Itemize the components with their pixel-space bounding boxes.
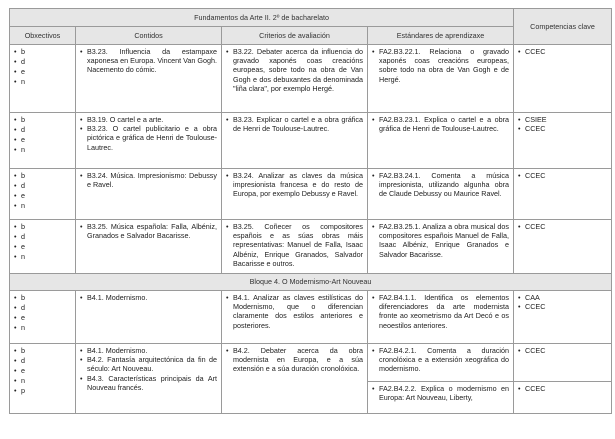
competence-item: • CCEC (518, 171, 607, 180)
header-contents: Contidos (76, 27, 222, 45)
contents-cell (76, 220, 222, 274)
objectives-cell (10, 169, 76, 220)
header-criteria: Criterios de avaliación (222, 27, 368, 45)
objective-item: • e (14, 67, 71, 77)
criteria-cell (222, 45, 368, 113)
criterion-item: • B3.23. Explicar o cartel e a obra gráfica de Henri de Toulouse-Lautrec. (226, 115, 363, 133)
standard-item: • FA2.B4.1.1. Identifica os elementos diferenciadores da arte modernista fronte ao xeometrismo da Art Decó e os neoestilos anteriores. (372, 293, 509, 330)
criteria-cell (222, 291, 368, 344)
content-item: • B3.19. O cartel e a arte. (80, 115, 217, 124)
criterion-item: • B3.22. Debater acerca da influencia do gravado xaponés coas creacións europeas, sobre todo na obra de Van Gogh e dos debuxantes da denominada "liña clara", por exemplo Hergé. (226, 47, 363, 93)
objective-item: • n (14, 145, 71, 155)
content-item: • B4.2. Fantasía arquitectónica da fin de século: Art Nouveau. (80, 355, 217, 373)
objective-item: • e (14, 366, 71, 376)
objective-item: • d (14, 303, 71, 313)
table-title: Fundamentos da Arte II. 2º de bacharelato (10, 9, 514, 27)
objective-item: • d (14, 232, 71, 242)
content-item: • B4.3. Características principais da Art Nouveau francés. (80, 374, 217, 392)
criterion-item: • B4.1. Analizar as claves estilísticas do Modernismo, que o diferencian claramente dos estilos anteriores e posteriores. (226, 293, 363, 330)
competence-item: • CSIEE (518, 115, 607, 124)
objective-item: • d (14, 57, 71, 67)
content-item: • B3.25. Música española: Falla, Albéniz, Granados e Salvador Bacarisse. (80, 222, 217, 240)
standards-cell (368, 113, 514, 169)
standards-cell (368, 45, 514, 113)
objective-item: • e (14, 135, 71, 145)
criteria-cell (222, 169, 368, 220)
competences-cell (514, 220, 612, 274)
content-item: • B3.24. Música. Impresionismo: Debussy e Ravel. (80, 171, 217, 189)
competences-cell (514, 291, 612, 344)
table-row (10, 220, 612, 274)
criteria-cell (222, 113, 368, 169)
criterion-item: • B4.2. Debater acerca da obra modernista en Europa, e a súa extensión e a súa duración cronolóxica. (226, 346, 363, 374)
content-item: • B4.1. Modernismo. (80, 293, 217, 302)
standard-item: • FA2.B4.2.1. Comenta a duración cronolóxica e a extensión xeográfica do modernismo. (372, 346, 509, 374)
standard-item: • FA2.B4.2.2. Explica o modernismo en Europa: Art Nouveau, Liberty, (372, 384, 509, 402)
competence-item: • CCEC (518, 346, 607, 355)
objective-item: • n (14, 323, 71, 333)
content-item: • B3.23. Influencia da estampaxe xaponesa en Europa. Vincent Van Gogh. Nacemento do cómic. (80, 47, 217, 75)
standards-cell (368, 344, 514, 382)
competences-cell (514, 344, 612, 382)
standard-item: • FA2.B3.24.1. Comenta a música impresionista, utilizando algunha obra de Claude Debussy ou Maurice Ravel. (372, 171, 509, 199)
criterion-item: • B3.24. Analizar as claves da música impresionista francesa e do resto de Europa, por exemplo Debussy e Ravel. (226, 171, 363, 199)
standards-cell (368, 291, 514, 344)
objectives-cell (10, 220, 76, 274)
competence-item: • CCEC (518, 124, 607, 133)
standard-item: • FA2.B3.23.1. Explica o cartel e a obra gráfica de Henri de Toulouse-Lautrec. (372, 115, 509, 133)
objective-item: • p (14, 386, 71, 396)
objective-item: • n (14, 252, 71, 262)
block-4-title: Bloque 4. O Modernismo-Art Nouveau (10, 274, 612, 291)
header-standards: Estándares de aprendizaxe (368, 27, 514, 45)
contents-cell (76, 45, 222, 113)
objectives-cell (10, 291, 76, 344)
objective-item: • b (14, 346, 71, 356)
competences-cell (514, 45, 612, 113)
competences-cell (514, 382, 612, 414)
curriculum-table (9, 8, 612, 414)
contents-cell (76, 113, 222, 169)
header-objectives: Obxectivos (10, 27, 76, 45)
criteria-cell (222, 220, 368, 274)
standard-item: • FA2.B3.22.1. Relaciona o gravado xaponés coas creacións europeas, sobre todo na obra de Van Gogh e de Hergé. (372, 47, 509, 84)
competences-cell (514, 169, 612, 220)
table-row (10, 113, 612, 169)
table-row (10, 344, 612, 382)
objectives-cell (10, 113, 76, 169)
objective-item: • d (14, 181, 71, 191)
objective-item: • d (14, 125, 71, 135)
competences-cell (514, 113, 612, 169)
competence-item: • CCEC (518, 384, 607, 393)
standards-cell (368, 220, 514, 274)
objective-item: • e (14, 313, 71, 323)
objective-item: • e (14, 242, 71, 252)
objectives-cell (10, 344, 76, 414)
contents-cell (76, 169, 222, 220)
objective-item: • b (14, 115, 71, 125)
table-row (10, 45, 612, 113)
table-row (10, 291, 612, 344)
content-item: • B3.23. O cartel publicitario e a obra pictórica e gráfica de Henri de Toulouse-Lautrec. (80, 124, 217, 152)
objective-item: • n (14, 77, 71, 87)
competence-item: • CCEC (518, 302, 607, 311)
competence-item: • CCEC (518, 47, 607, 56)
contents-cell (76, 344, 222, 414)
standards-cell (368, 382, 514, 414)
objective-item: • b (14, 222, 71, 232)
contents-cell (76, 291, 222, 344)
standards-cell (368, 169, 514, 220)
objective-item: • n (14, 376, 71, 386)
objective-item: • b (14, 293, 71, 303)
standard-item: • FA2.B3.25.1. Analiza a obra musical dos compositores españois Manuel de Falla, Isaac Albéniz, Enrique Granados e Salvador Bacarisse. (372, 222, 509, 259)
content-item: • B4.1. Modernismo. (80, 346, 217, 355)
objective-item: • b (14, 47, 71, 57)
competence-item: • CCEC (518, 222, 607, 231)
header-competences: Competencias clave (514, 9, 612, 45)
table-row (10, 169, 612, 220)
objective-item: • d (14, 356, 71, 366)
objective-item: • n (14, 201, 71, 211)
criteria-cell (222, 344, 368, 414)
objective-item: • b (14, 171, 71, 181)
objectives-cell (10, 45, 76, 113)
criterion-item: • B3.25. Coñecer os compositores españois e as súas obras máis representativas: Manuel de Falla, Isaac Albéniz, Enrique Granados, Salvador Bacarisse e outros. (226, 222, 363, 268)
competence-item: • CAA (518, 293, 607, 302)
objective-item: • e (14, 191, 71, 201)
